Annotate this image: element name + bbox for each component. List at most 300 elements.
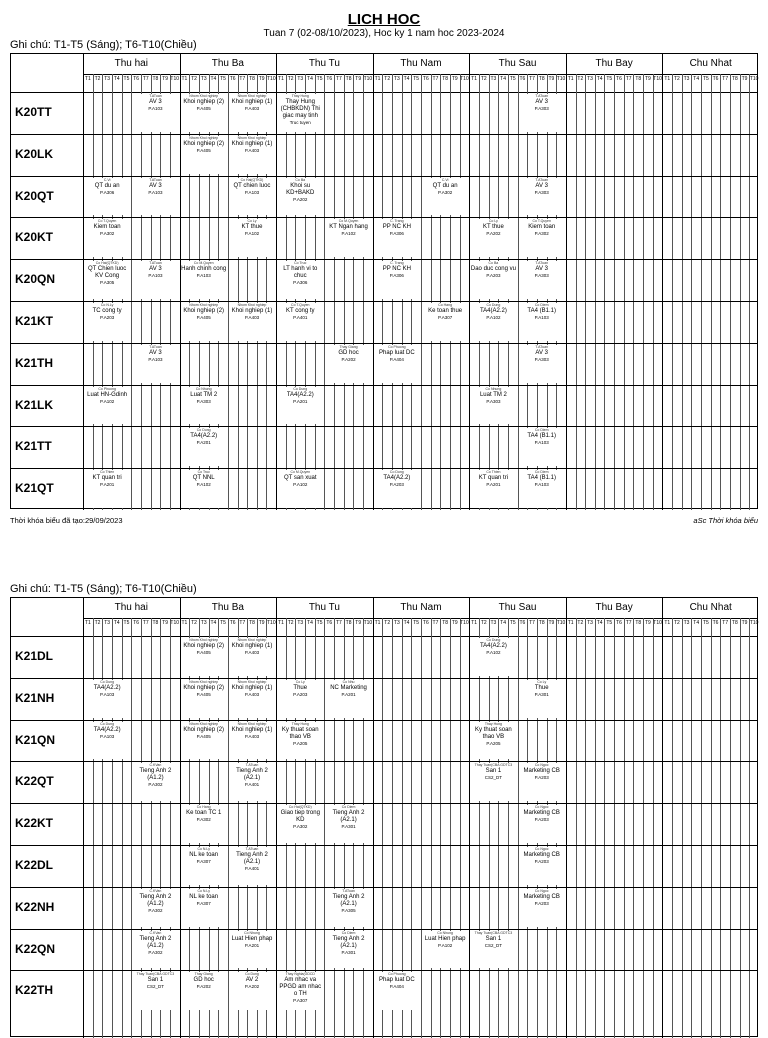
lesson-cell[interactable] — [181, 847, 227, 885]
footer-brand: aSc Thời khóa biểu — [693, 516, 758, 525]
lesson-subject: Khoi nghiep (1) — [231, 684, 273, 691]
lesson-teacher: Co Phuong — [388, 972, 406, 977]
lesson-cell[interactable] — [277, 805, 323, 843]
lesson-subject: KT quan tri — [92, 475, 122, 482]
class-name: K21QN — [15, 732, 56, 747]
lesson-cell[interactable] — [325, 345, 371, 383]
lesson-subject: AV 3 — [535, 99, 548, 105]
lesson-teacher: C. Trang — [390, 219, 404, 224]
slot-header: T7 — [529, 76, 535, 82]
lesson-cell[interactable] — [229, 722, 275, 760]
lesson-subject: QT san xuat — [283, 475, 317, 482]
lesson-teacher: Co Dung — [100, 721, 115, 726]
lesson-cell[interactable] — [470, 722, 516, 760]
lesson-teacher: T.ATuan — [535, 177, 549, 182]
slot-divider — [363, 74, 364, 510]
lesson-room: P.A102 — [196, 482, 211, 488]
slot-header: T7 — [239, 76, 246, 82]
slot-header: T6 — [422, 76, 429, 82]
slot-header: T9 — [548, 620, 555, 626]
lesson-cell[interactable] — [519, 889, 565, 927]
lesson-cell[interactable] — [181, 303, 227, 341]
lesson-cell[interactable] — [181, 805, 227, 843]
lesson-subject: Tieng Anh 2 (A2.1) — [236, 852, 268, 865]
lesson-cell[interactable] — [229, 847, 275, 885]
lesson-room: P.A303 — [534, 106, 549, 111]
lesson-teacher: Co N.Ly — [197, 888, 210, 893]
lesson-cell[interactable] — [519, 763, 565, 801]
slot-header: T3 — [683, 76, 690, 82]
lesson-cell[interactable] — [470, 303, 516, 341]
lesson-subject: AV 2 — [245, 977, 259, 984]
lesson-teacher: T.ATuan — [149, 94, 162, 98]
slot-header: T2 — [384, 76, 391, 82]
slot-header: T10 — [460, 76, 469, 82]
lesson-cell[interactable] — [84, 261, 130, 299]
lesson-cell[interactable] — [519, 680, 565, 718]
lesson-teacher: Co Dung — [389, 470, 404, 475]
lesson-subject: Tieng Anh 2 (A1.2) — [139, 893, 172, 907]
slot-header: T3 — [490, 620, 497, 626]
slot-header: T2 — [384, 620, 391, 626]
lesson-room: P.A403 — [244, 691, 260, 697]
lesson-teacher: Co Ngoc — [534, 888, 549, 893]
lesson-room: P.A403 — [244, 650, 260, 655]
lesson-cell[interactable] — [229, 94, 275, 132]
lesson-cell[interactable] — [132, 889, 178, 927]
lesson-cell[interactable] — [374, 345, 420, 383]
slot-header: T2 — [577, 76, 584, 82]
lesson-teacher: Co T.Quyen — [532, 219, 551, 224]
slot-header: T7 — [529, 620, 535, 626]
lesson-subject: San 1 — [147, 977, 164, 984]
slot-header: T6 — [326, 620, 333, 626]
lesson-teacher: T.ATuan — [149, 344, 162, 349]
lesson-cell[interactable] — [470, 261, 516, 299]
lesson-subject: Phap luat DC — [379, 977, 415, 984]
lesson-room: P.A302 — [148, 782, 163, 788]
lesson-subject: Khoi nghiep (1) — [231, 643, 273, 649]
slot-header: T3 — [683, 620, 690, 626]
lesson-subject: Kiem toan — [93, 224, 121, 231]
row-divider — [11, 929, 757, 930]
slot-divider — [460, 74, 461, 510]
lesson-cell[interactable] — [132, 94, 178, 132]
lesson-cell[interactable] — [519, 345, 565, 383]
lesson-cell[interactable] — [519, 94, 565, 132]
slot-header: T4 — [113, 620, 120, 626]
lesson-cell[interactable] — [132, 931, 178, 969]
lesson-subject: Tieng Anh 2 (A1.2) — [139, 768, 172, 782]
lesson-subject: QT NNL — [192, 475, 215, 482]
slot-header: T5 — [606, 620, 613, 626]
lesson-teacher: T.ATuan — [149, 177, 162, 182]
lesson-cell[interactable] — [84, 387, 130, 425]
slot-divider — [740, 74, 741, 510]
lesson-cell[interactable] — [229, 972, 275, 1010]
lesson-room: CS2_DT — [146, 984, 165, 990]
lesson-room: P.A405 — [196, 650, 211, 655]
slot-divider — [450, 74, 451, 510]
lesson-teacher: Co Hai(QTKD) — [288, 805, 312, 810]
lesson-subject: TA4(A2.2) — [479, 643, 507, 649]
slot-header: T4 — [210, 620, 217, 626]
row-divider — [11, 385, 757, 386]
lesson-subject: Kiem toan — [528, 224, 556, 231]
lesson-cell[interactable] — [132, 972, 178, 1010]
lesson-teacher: C.Vi — [103, 177, 111, 182]
slot-divider — [643, 74, 644, 510]
lesson-subject: PP NC KH — [382, 266, 411, 273]
slot-header: T3 — [393, 620, 400, 626]
row-divider — [11, 259, 757, 260]
slot-divider — [431, 74, 432, 510]
lesson-cell[interactable] — [470, 763, 516, 801]
lesson-cell[interactable] — [470, 387, 516, 425]
slot-header: T10 — [266, 620, 276, 626]
slot-header: T9 — [162, 76, 168, 82]
lesson-teacher: Co Dung — [486, 303, 501, 307]
slot-header: T10 — [266, 76, 276, 82]
lesson-room: P.A203 — [534, 900, 549, 906]
lesson-room: P.A303 — [534, 273, 549, 279]
lesson-teacher: C.KVan — [149, 763, 162, 768]
lesson-cell[interactable] — [229, 763, 275, 801]
lesson-cell[interactable] — [132, 345, 178, 383]
lesson-subject: QT du an — [94, 182, 120, 189]
lesson-teacher: Co T.Quyen — [291, 303, 310, 307]
slot-header: T8 — [731, 76, 738, 82]
slot-header: T6 — [616, 620, 622, 626]
lesson-subject: Luat HN-Gdinh — [87, 391, 128, 398]
lesson-cell[interactable] — [229, 303, 275, 341]
day-header: Thu Ba — [211, 58, 244, 69]
lesson-cell[interactable] — [277, 722, 323, 760]
slot-header: T7 — [722, 620, 729, 626]
lesson-cell[interactable] — [519, 428, 565, 466]
lesson-cell[interactable] — [181, 722, 227, 760]
lesson-cell[interactable] — [84, 470, 130, 508]
lesson-cell[interactable] — [84, 303, 130, 341]
lesson-cell[interactable] — [519, 805, 565, 843]
lesson-cell[interactable] — [181, 889, 227, 927]
slot-header: T7 — [335, 76, 342, 82]
lesson-subject: TA4(A2.2) — [93, 726, 121, 733]
lesson-cell[interactable] — [519, 178, 565, 216]
slot-header: T8 — [249, 620, 255, 626]
slot-header: T2 — [480, 76, 487, 82]
slot-header: T2 — [191, 620, 197, 626]
lesson-cell[interactable] — [132, 261, 178, 299]
lesson-cell[interactable] — [277, 680, 323, 718]
lesson-cell[interactable] — [277, 470, 323, 508]
lesson-teacher: Thay Tuan(CBA GDTC3 — [136, 972, 175, 977]
lesson-cell[interactable] — [277, 387, 323, 425]
lesson-subject: Thue — [534, 684, 549, 691]
slot-header: T4 — [693, 76, 700, 82]
slot-header: T10 — [749, 76, 759, 82]
lesson-cell[interactable] — [181, 261, 227, 299]
row-divider — [11, 217, 757, 218]
lesson-subject: Khoi nghiep (1) — [231, 99, 273, 105]
lesson-room: P.A307 — [293, 998, 308, 1004]
slot-header: T1 — [374, 620, 381, 626]
slot-header: T9 — [355, 76, 362, 82]
lesson-cell[interactable] — [519, 847, 565, 885]
slot-divider — [353, 74, 354, 510]
lesson-cell[interactable] — [374, 470, 420, 508]
day-header: Thu Tu — [308, 602, 340, 613]
lesson-room: P.A201 — [100, 482, 115, 488]
lesson-subject: Marketing CB — [523, 768, 560, 775]
header-bottom-line — [11, 92, 757, 93]
row-divider — [11, 720, 757, 721]
slot-header: T1 — [567, 620, 574, 626]
lesson-cell[interactable] — [325, 680, 371, 718]
day-divider — [566, 54, 567, 510]
lesson-cell[interactable] — [181, 972, 227, 1010]
lesson-cell[interactable] — [519, 303, 565, 341]
lesson-teacher: Co Ba — [488, 261, 499, 266]
slot-header: T5 — [702, 76, 709, 82]
lesson-cell[interactable] — [229, 219, 275, 257]
slot-divider — [576, 618, 577, 1038]
lesson-cell[interactable] — [229, 136, 275, 174]
lesson-subject: AV 3 — [149, 349, 162, 356]
slot-header: T4 — [500, 76, 506, 82]
lesson-room: P.A405 — [196, 315, 211, 320]
lesson-cell[interactable] — [181, 94, 227, 132]
lesson-teacher: Co Hang — [196, 805, 211, 810]
lesson-teacher: Co Dung — [293, 386, 308, 391]
note-bottom: Ghi chú: T1-T5 (Sáng); T6-T10(Chiều) — [10, 583, 197, 595]
lesson-cell[interactable] — [84, 722, 130, 760]
class-name: K22TH — [15, 983, 54, 998]
lesson-teacher: T.ATuan — [149, 261, 162, 266]
lesson-room: P.A102 — [341, 231, 356, 237]
row-divider — [11, 468, 757, 469]
slot-header: T8 — [731, 620, 738, 626]
lesson-teacher: Co T.Quyen — [97, 219, 117, 224]
lesson-room: P.A303 — [534, 189, 549, 195]
lesson-teacher: Co Thien — [486, 470, 501, 475]
lesson-cell[interactable] — [181, 387, 227, 425]
lesson-room: P.A401 — [244, 866, 260, 871]
lesson-subject: Luat Hien phap — [424, 935, 466, 942]
lesson-room: P.A306 — [389, 273, 404, 279]
class-name: K20QT — [15, 188, 54, 203]
slot-header: T5 — [123, 620, 130, 626]
lesson-room: P.A302 — [148, 949, 163, 955]
lesson-room: P.A201 — [341, 691, 356, 697]
slot-header: T7 — [239, 620, 246, 626]
lesson-teacher: Nhom Khoi nghiep — [237, 135, 267, 140]
lesson-subject: Phap luat DC — [379, 349, 415, 356]
slot-header: T10 — [363, 620, 373, 626]
slot-header: T2 — [673, 620, 680, 626]
slot-header: T3 — [200, 76, 207, 82]
lesson-subject: Khoi nghiep (2) — [183, 140, 225, 147]
lesson-room: P.A203 — [389, 482, 404, 488]
lesson-room: Truc tuyen — [289, 120, 311, 125]
lesson-cell[interactable] — [519, 261, 565, 299]
lesson-cell[interactable] — [470, 638, 516, 676]
lesson-cell[interactable] — [470, 931, 516, 969]
lesson-cell[interactable] — [84, 680, 130, 718]
slot-header: T9 — [741, 76, 748, 82]
slot-header: T3 — [104, 76, 111, 82]
lesson-subject: TA4(A2.2) — [479, 308, 507, 314]
lesson-cell[interactable] — [277, 261, 323, 299]
slot-header: T4 — [307, 76, 313, 82]
lesson-subject: TA4 (B1.1) — [527, 433, 556, 440]
class-name: K22QT — [15, 774, 54, 789]
lesson-cell[interactable] — [277, 972, 323, 1010]
lesson-teacher: Nhom Khoi nghiep — [189, 721, 219, 726]
slot-divider — [604, 618, 605, 1038]
lesson-subject: AV 3 — [535, 182, 548, 189]
lesson-subject: Ke toan thue — [428, 308, 463, 314]
lesson-room: P.A303 — [196, 398, 211, 404]
lesson-subject: Tieng Anh 2 (A1.2) — [139, 935, 172, 949]
lesson-room: CS2_DT — [484, 775, 503, 781]
lesson-room: P.A404 — [389, 984, 404, 990]
slot-divider — [711, 618, 712, 1038]
lesson-teacher: Co Thien — [100, 470, 115, 475]
lesson-cell[interactable] — [181, 428, 227, 466]
lesson-cell[interactable] — [374, 219, 420, 257]
lesson-cell[interactable] — [229, 680, 275, 718]
slot-header: T1 — [471, 76, 478, 82]
lesson-subject: TA4(A2.2) — [286, 391, 314, 398]
slot-header: T9 — [451, 620, 458, 626]
lesson-room: P.A103 — [244, 189, 260, 195]
slot-header: T9 — [548, 76, 555, 82]
lesson-cell[interactable] — [229, 178, 275, 216]
lesson-subject: Khoi nghiep (2) — [183, 643, 225, 649]
row-divider — [11, 803, 757, 804]
lesson-cell[interactable] — [470, 219, 516, 257]
lesson-cell[interactable] — [374, 261, 420, 299]
lesson-cell[interactable] — [181, 470, 227, 508]
lesson-room: P.A403 — [244, 315, 260, 320]
lesson-cell[interactable] — [277, 178, 323, 216]
slot-header: T4 — [403, 620, 410, 626]
day-header: Thu Nam — [400, 58, 442, 69]
day-header: Thu Sau — [498, 58, 537, 69]
slot-header: T10 — [653, 620, 662, 626]
slot-divider — [720, 618, 721, 1038]
lesson-subject: Marketing CB — [523, 852, 560, 858]
lesson-teacher: Nhom Khoi nghiep — [189, 303, 219, 307]
slot-header: T7 — [142, 76, 149, 82]
lesson-cell[interactable] — [519, 219, 565, 257]
lesson-cell[interactable] — [325, 219, 371, 257]
lesson-cell[interactable] — [229, 638, 275, 676]
schedule-table-2 — [10, 597, 758, 1037]
lesson-cell[interactable] — [325, 889, 371, 927]
lesson-room: P.A103 — [196, 273, 211, 279]
lesson-subject: Dao duc cong vu — [470, 266, 516, 273]
slot-header: T2 — [577, 620, 584, 626]
lesson-room: P.A103 — [534, 440, 549, 446]
slot-header: T2 — [191, 76, 197, 82]
lesson-cell[interactable] — [325, 805, 371, 843]
lesson-subject: TA4(A2.2) — [383, 475, 411, 482]
slot-header: T5 — [220, 620, 226, 626]
lesson-cell[interactable] — [422, 303, 468, 341]
slot-header: T3 — [104, 620, 111, 626]
class-name: K22KT — [15, 816, 54, 831]
lesson-cell[interactable] — [132, 763, 178, 801]
lesson-room: P.A202 — [244, 984, 260, 990]
lesson-subject: Tieng Anh 2 (A2.1) — [236, 768, 268, 782]
slot-header: T4 — [113, 76, 120, 82]
lesson-subject: NL ke toan — [189, 852, 219, 858]
class-name: K20LK — [15, 146, 54, 161]
slot-header: T8 — [152, 620, 159, 626]
lesson-cell[interactable] — [422, 931, 468, 969]
slot-divider — [682, 74, 683, 510]
footer-created: Thời khóa biểu đã tạo:29/09/2023 — [10, 516, 123, 525]
lesson-cell[interactable] — [84, 178, 130, 216]
lesson-room: P.A302 — [534, 231, 549, 237]
lesson-room: CS2_DT — [484, 942, 503, 948]
lesson-cell[interactable] — [277, 303, 323, 341]
lesson-subject: KT thue — [241, 224, 263, 231]
lesson-cell[interactable] — [181, 680, 227, 718]
lesson-room: P.A303 — [534, 356, 549, 362]
lesson-room: P.A405 — [196, 147, 211, 153]
class-name: K21TT — [15, 439, 52, 454]
slot-header: T1 — [471, 620, 478, 626]
slot-divider — [730, 74, 731, 510]
lesson-teacher: Thay Nghia(GDCD — [285, 972, 315, 977]
slot-header: T10 — [749, 620, 759, 626]
lesson-teacher: Co Ngoc — [534, 847, 549, 851]
lesson-cell[interactable] — [374, 972, 420, 1010]
lesson-teacher: Nhom Khoi nghiep — [237, 679, 267, 684]
slot-header: T4 — [693, 620, 700, 626]
slot-header: T1 — [567, 76, 574, 82]
lesson-cell[interactable] — [277, 94, 323, 132]
lesson-teacher: T.ATuan — [535, 261, 549, 266]
lesson-teacher: Co Hai(QTKD) — [240, 177, 264, 182]
lesson-cell[interactable] — [84, 219, 130, 257]
slot-divider — [614, 618, 615, 1038]
lesson-cell[interactable] — [132, 178, 178, 216]
lesson-teacher: C.Vi — [441, 177, 449, 182]
lesson-cell[interactable] — [422, 178, 468, 216]
slot-divider — [691, 618, 692, 1038]
class-name: K20TT — [15, 104, 52, 119]
lesson-subject: TC cong ty — [92, 308, 122, 314]
lesson-cell[interactable] — [519, 470, 565, 508]
lesson-subject: Ky thuat soan thao VB — [475, 726, 512, 740]
lesson-cell[interactable] — [470, 470, 516, 508]
slot-divider — [720, 74, 721, 510]
lesson-room: P.A202 — [293, 196, 308, 202]
lesson-cell[interactable] — [229, 931, 275, 969]
slot-header: T2 — [287, 76, 294, 82]
slot-header: T6 — [519, 620, 526, 626]
lesson-cell[interactable] — [181, 638, 227, 676]
lesson-cell[interactable] — [325, 931, 371, 969]
lesson-room: P.A302 — [196, 817, 211, 823]
slot-header: T5 — [123, 76, 130, 82]
lesson-cell[interactable] — [181, 136, 227, 174]
slot-divider — [498, 618, 499, 1038]
